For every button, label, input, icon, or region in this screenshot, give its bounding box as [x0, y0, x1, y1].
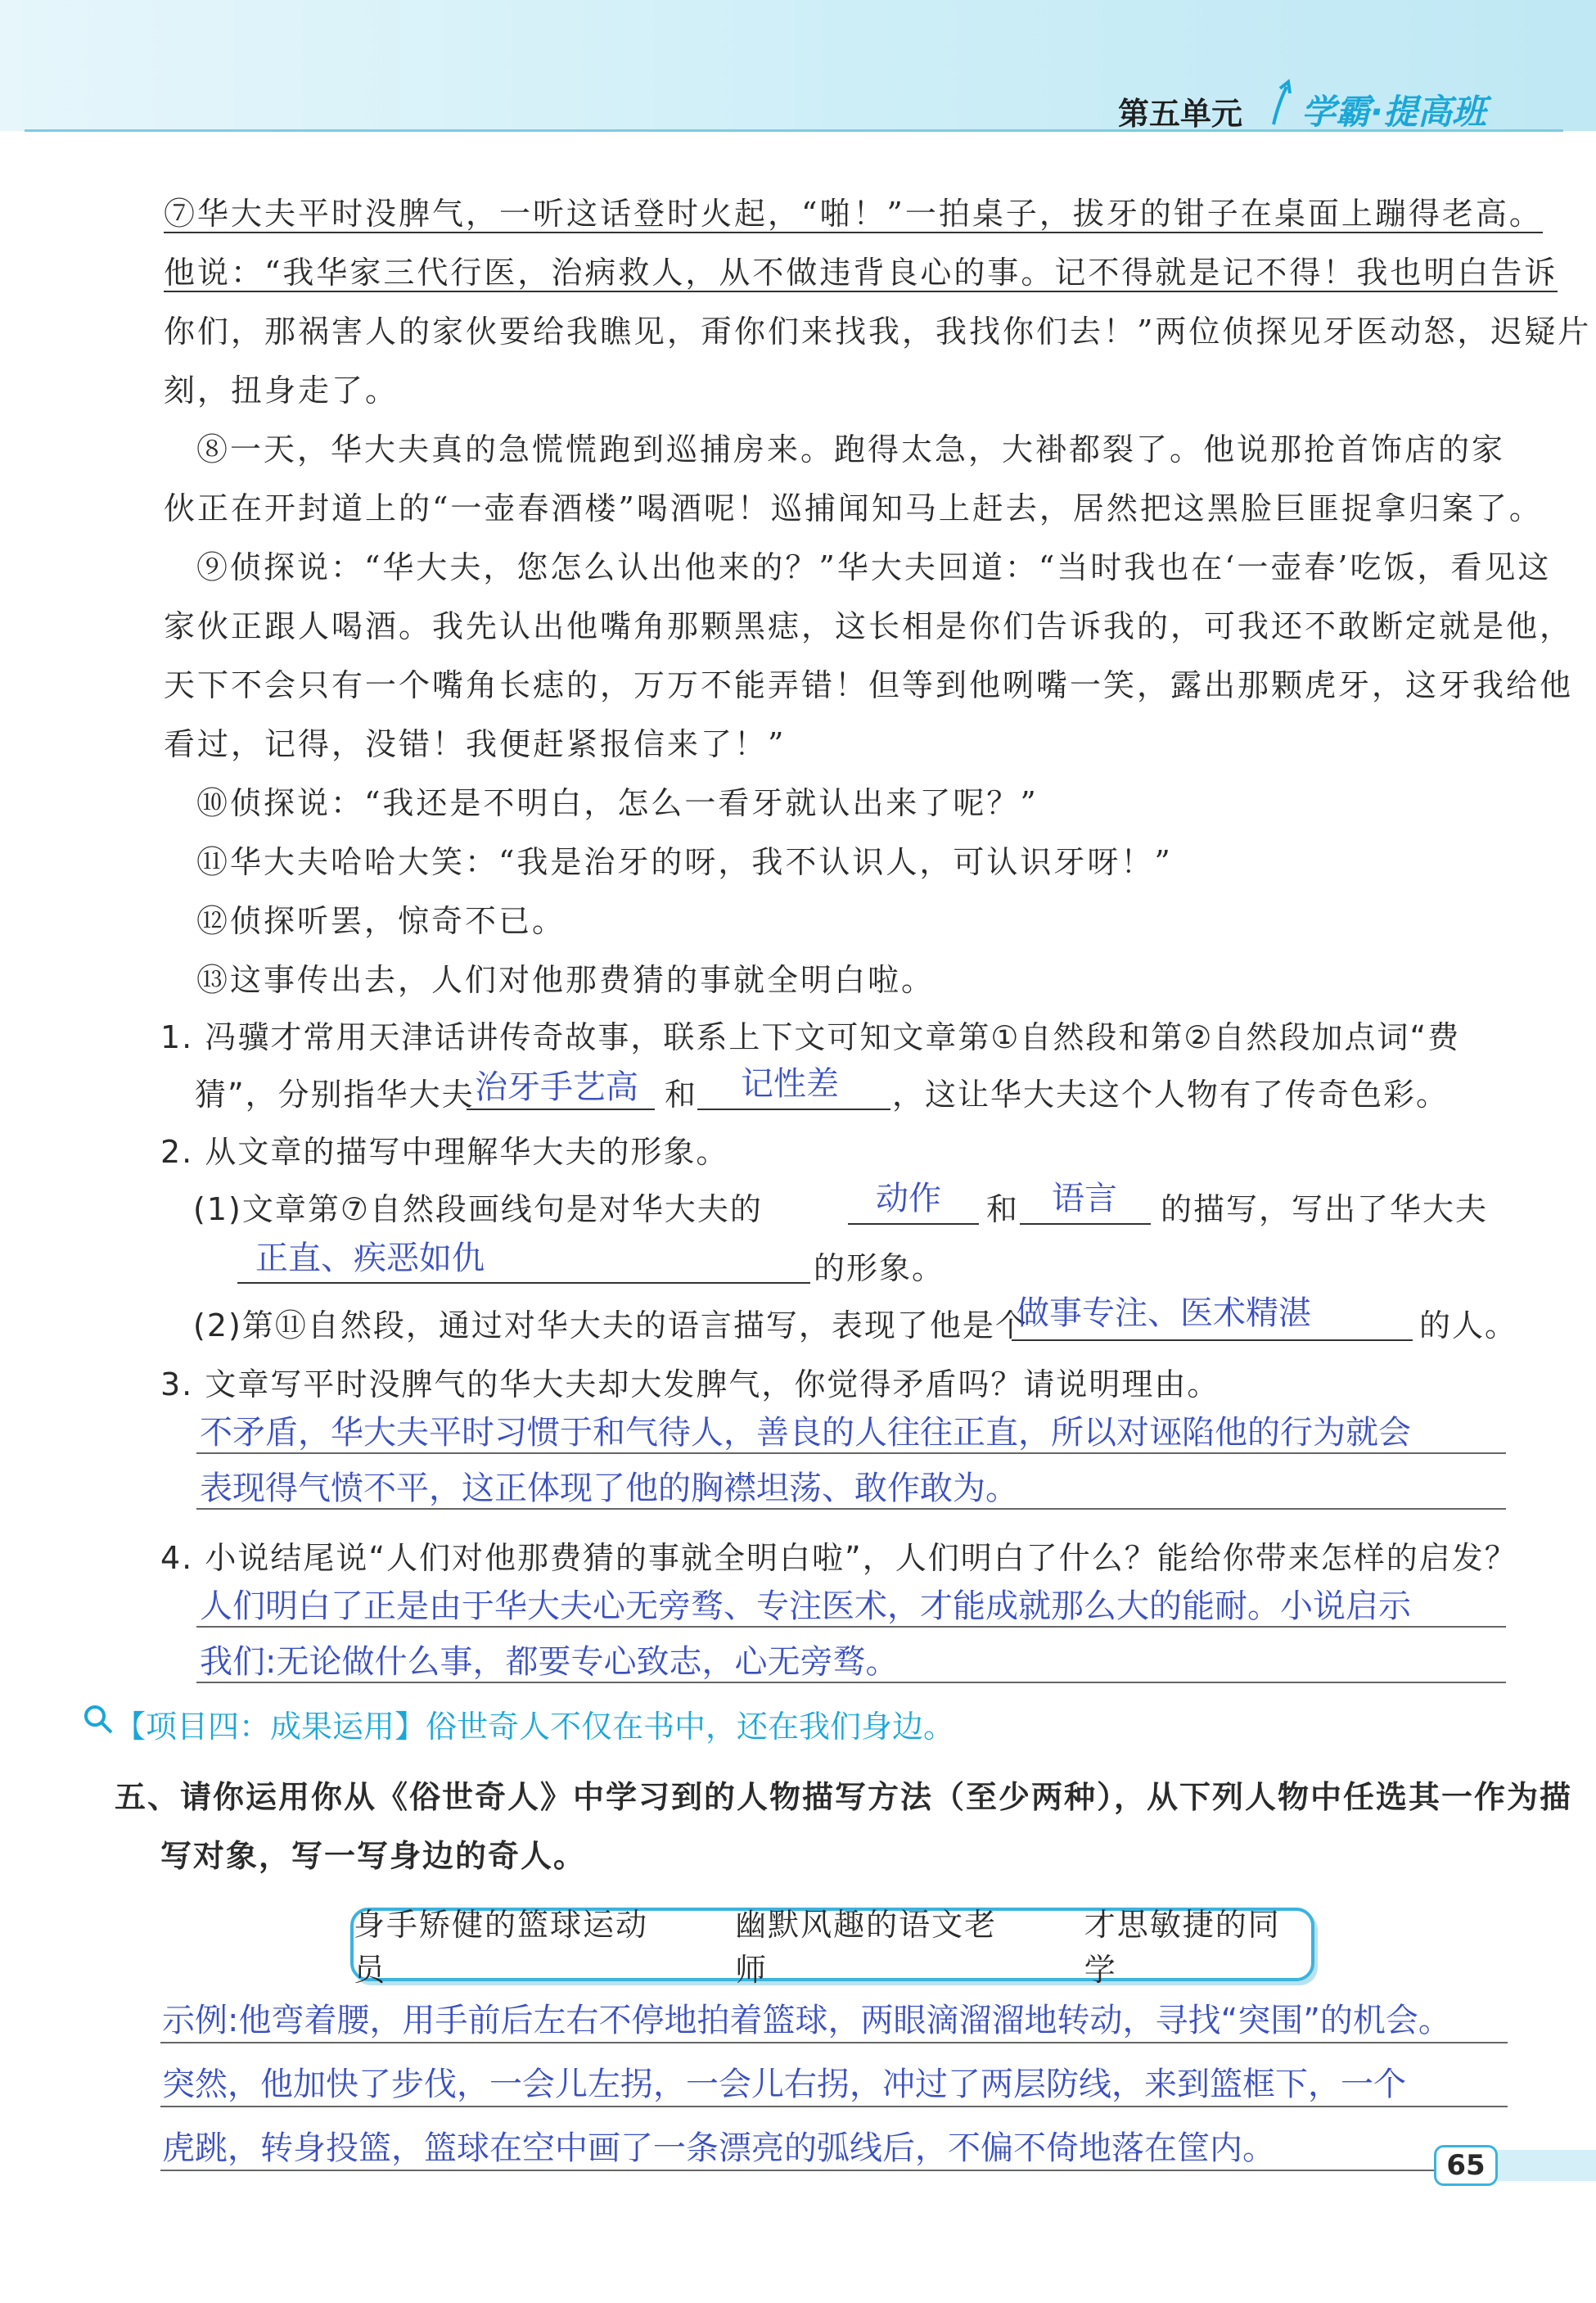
- q5-answer-rule-3: [160, 2170, 1508, 2171]
- p12: ⑫侦探听罢，惊奇不已。: [196, 903, 566, 939]
- p7-line-3: 你们，那祸害人的家伙要给我瞧见，甭你们来找我，我找你们去！”两位侦探见牙医动怒，迟疑片: [164, 314, 1592, 350]
- p7-line-4: 刻，扭身走了。: [164, 373, 399, 409]
- q4-answer-rule-1: [196, 1626, 1506, 1628]
- option-box: [350, 1907, 1314, 1988]
- q1-line-1: 1. 冯骥才常用天津话讲传奇故事，联系上下文可知文章第①自然段和第②自然段加点词“费: [160, 1019, 1461, 1055]
- p7-line-2: 他说：“我华家三代行医，治病救人，从不做违背良心的事。记不得就是记不得！我也明白告诉: [164, 255, 1558, 291]
- q2-stem: 2. 从文章的描写中理解华大夫的形象。: [160, 1134, 729, 1170]
- q5-line-1: 五、请你运用你从《俗世奇人》中学习到的人物描写方法（至少两种），从下列人物中任选其一作为描: [115, 1779, 1573, 1815]
- q1-blank-b[interactable]: [697, 1109, 890, 1110]
- q3-stem: 3. 文章写平时没脾气的华大夫却大发脾气，你觉得矛盾吗？请说明理由。: [160, 1366, 1220, 1402]
- page-number: 65: [1434, 2145, 1498, 2186]
- q2-answer-1b: 语言: [1052, 1180, 1117, 1217]
- q5-line-2: 写对象，写一写身边的奇人。: [160, 1838, 587, 1874]
- q4-answer-line-1: 人们明白了正是由于华大夫心无旁骛、专注医术，才能成就那么大的能耐。小说启示: [200, 1587, 1411, 1625]
- q2-blank-2[interactable]: [1012, 1339, 1413, 1341]
- p9-line-2: 家伙正跟人喝酒。我先认出他嘴角那颗黑痣，这长相是你们告诉我的，可我还不敢断定就是他，: [164, 608, 1574, 644]
- q4-answer-rule-2: [196, 1682, 1506, 1683]
- p11: ⑪华大夫哈哈大笑：“我是治牙的呀，我不认识人，可认识牙呀！”: [196, 844, 1173, 880]
- q1-answer-a: 治牙手艺高: [475, 1068, 638, 1106]
- option-classmate[interactable]: 才思敏捷的同学: [1084, 1907, 1281, 1988]
- unit-title: 第五单元: [1118, 96, 1243, 132]
- q2-blank-1c[interactable]: [237, 1282, 810, 1284]
- q1-line-2a: 猜”，分别指华大夫: [195, 1077, 475, 1113]
- magnifier-icon: [82, 1703, 115, 1736]
- page-tab: [1498, 2150, 1596, 2181]
- q2-blank-1b[interactable]: [1020, 1223, 1151, 1225]
- q2-answer-1c: 正直、疾恶如仇: [255, 1240, 485, 1277]
- q2-blank-1a[interactable]: [848, 1223, 979, 1225]
- q4-stem: 4. 小说结尾说“人们对他那费猜的事就全明白啦”，人们明白了什么？能给你带来怎样的启发？: [160, 1540, 1517, 1576]
- q3-answer-line-1: 不矛盾，华大夫平时习惯于和气待人，善良的人往往正直，所以对诬陷他的行为就会: [200, 1414, 1411, 1452]
- q2-sub2-a: (2)第⑪自然段，通过对华大夫的语言描写，表现了他是个: [193, 1307, 1028, 1343]
- q1-line-2b: 和: [665, 1077, 698, 1113]
- option-chinese-teacher[interactable]: 幽默风趣的语文老师: [735, 1907, 998, 1988]
- option-basketball-player[interactable]: 身手矫健的篮球运动员: [354, 1907, 649, 1988]
- q3-answer-rule-1: [196, 1452, 1506, 1454]
- arrow-up-icon: [1267, 79, 1300, 128]
- p8-line-1: ⑧一天，华大夫真的急慌慌跑到巡捕房来。跑得太急，大褂都裂了。他说那抢首饰店的家: [196, 431, 1506, 467]
- section-4-title: 【项目四：成果运用】俗世奇人不仅在书中，还在我们身边。: [115, 1709, 955, 1745]
- q2-sub1-d: 的形象。: [814, 1250, 945, 1286]
- q2-sub2-b: 的人。: [1419, 1307, 1518, 1343]
- q5-answer-rule-2: [160, 2106, 1508, 2107]
- p13: ⑬这事传出去，人们对他那费猜的事就全明白啦。: [196, 962, 936, 998]
- q3-answer-line-2: 表现得气愤不平，这正体现了他的胸襟坦荡、敢作敢为。: [200, 1470, 1018, 1507]
- q2-answer-2: 做事专注、医术精湛: [1017, 1294, 1311, 1332]
- q5-answer-line-1: 示例:他弯着腰，用手前后左右不停地拍着篮球，两眼滴溜溜地转动，寻找“突围”的机会。: [162, 2002, 1451, 2039]
- p7-line-1: ⑦华大夫平时没脾气，一听这话登时火起，“啪！”一拍桌子，拔牙的钳子在桌面上蹦得老高。: [164, 196, 1543, 232]
- q2-sub1-b: 和: [986, 1191, 1020, 1227]
- p8-line-2: 伙正在开封道上的“一壶春酒楼”喝酒呢！巡捕闻知马上赶去，居然把这黑脸巨匪捉拿归案了。: [164, 490, 1543, 526]
- p9-line-1: ⑨侦探说：“华大夫，您怎么认出他来的？”华大夫回道：“当时我也在‘一壶春’吃饭，看见这: [196, 549, 1552, 585]
- brand-title: 学霸·提高班: [1301, 92, 1486, 132]
- p9-line-4: 看过，记得，没错！我便赶紧报信来了！”: [164, 726, 787, 762]
- p10: ⑩侦探说：“我还是不明白，怎么一看牙就认出来了呢？”: [196, 785, 1039, 821]
- q4-answer-line-2: 我们:无论做什么事，都要专心致志，心无旁骛。: [200, 1643, 899, 1681]
- q1-blank-a[interactable]: [467, 1109, 655, 1110]
- p9-line-3: 天下不会只有一个嘴角长痣的，万万不能弄错！但等到他咧嘴一笑，露出那颗虎牙，这牙我给他: [164, 667, 1574, 703]
- q5-answer-line-3: 虎跳，转身投篮，篮球在空中画了一条漂亮的弧线后，不偏不倚地落在筐内。: [162, 2129, 1275, 2167]
- q2-sub1-a: (1)文章第⑦自然段画线句是对华大夫的: [193, 1191, 763, 1227]
- q1-line-2c: ，这让华大夫这个人物有了传奇色彩。: [892, 1077, 1449, 1113]
- q2-answer-1a: 动作: [876, 1180, 941, 1217]
- q2-sub1-c: 的描写，写出了华大夫: [1161, 1191, 1489, 1227]
- q3-answer-rule-2: [196, 1508, 1506, 1510]
- q5-answer-line-2: 突然，他加快了步伐，一会儿左拐，一会儿右拐，冲过了两层防线，来到篮框下，一个: [162, 2066, 1406, 2103]
- q1-answer-b: 记性差: [741, 1065, 839, 1103]
- q5-answer-rule-1: [160, 2042, 1508, 2043]
